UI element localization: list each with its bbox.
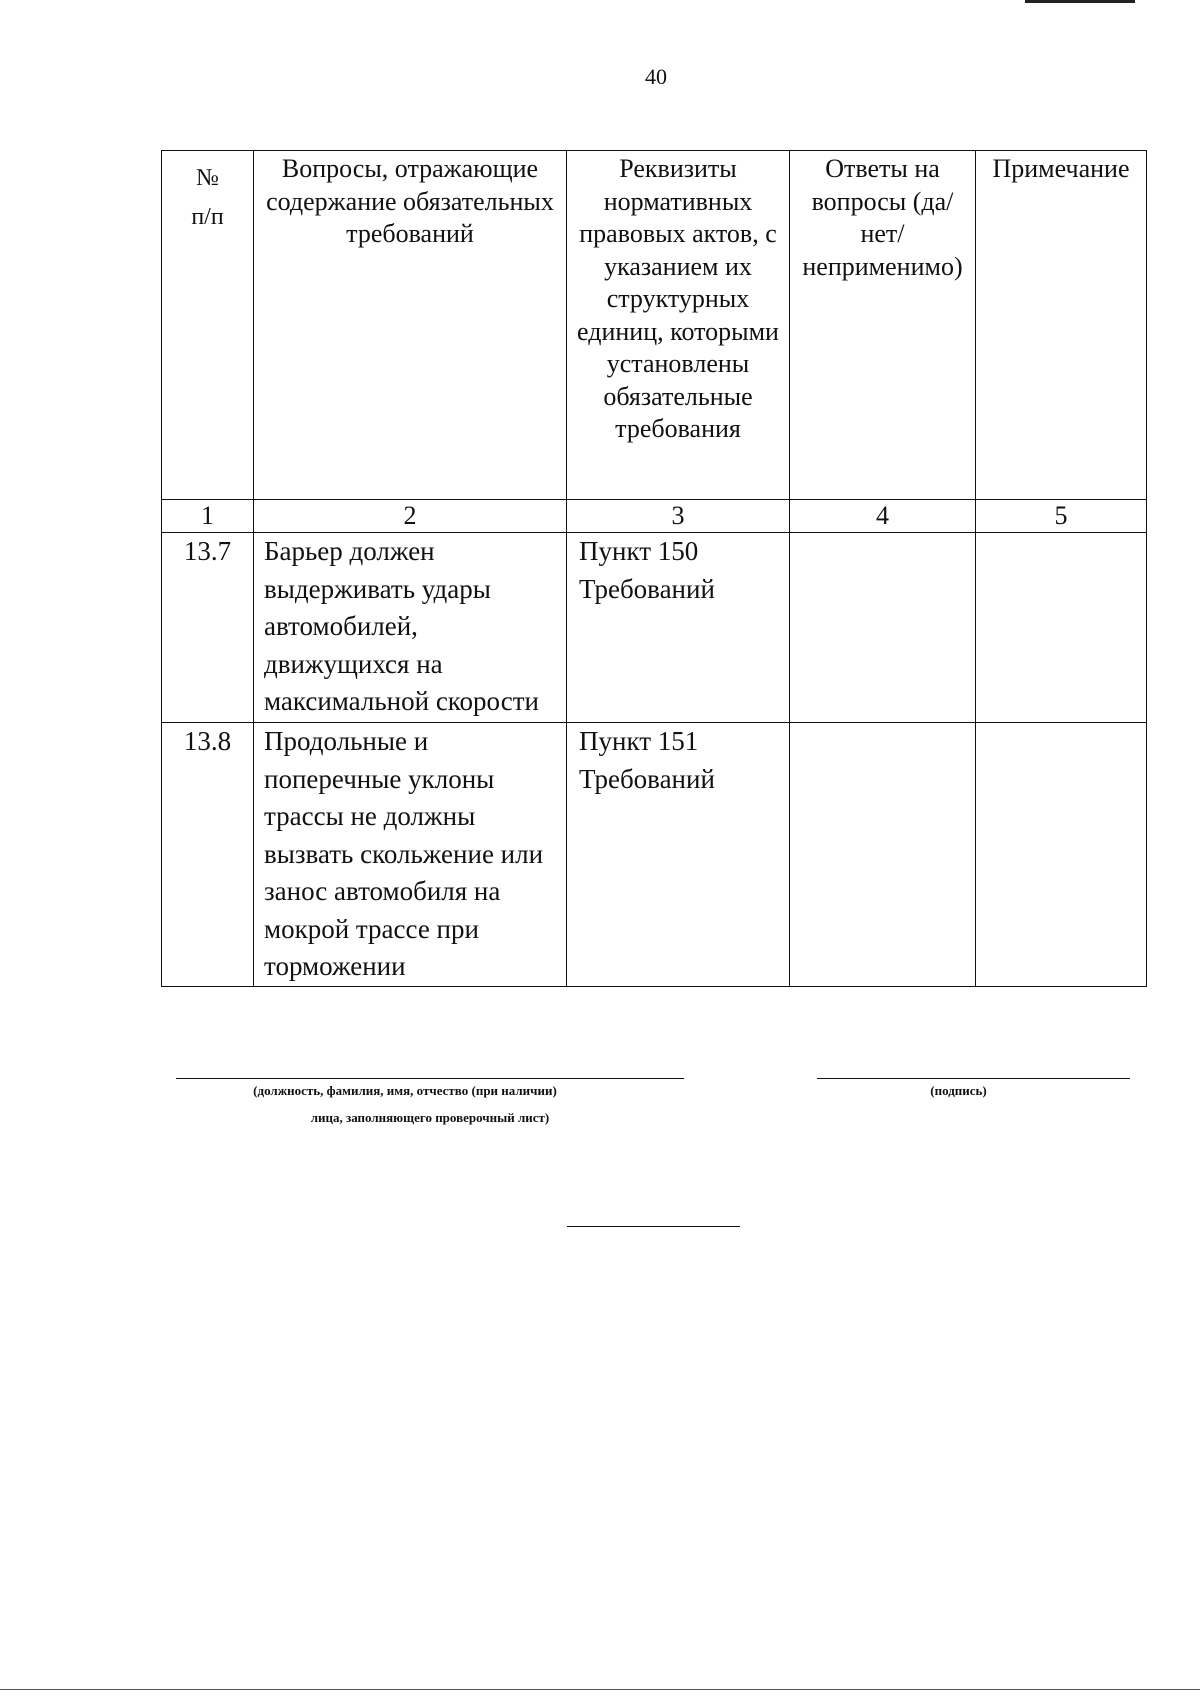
row-reference: Пункт 150 Требований [567, 533, 790, 723]
column-index-2: 2 [254, 500, 567, 533]
row-answer [790, 723, 976, 987]
row-note [976, 723, 1147, 987]
page-number: 40 [645, 64, 667, 89]
table-row [162, 533, 1147, 723]
scan-bottom-edge [0, 1689, 1200, 1690]
row-reference: Пункт 151 Требований [567, 723, 790, 987]
header-number-sub: п/п [191, 204, 224, 230]
signature-caption: (подпись) [930, 1083, 987, 1098]
column-index-5: 5 [976, 500, 1147, 533]
row-question: Продольные и поперечные уклоны трассы не должны вызвать скольжение или занос автомобиля на мокрой трассе при торможении [254, 723, 567, 987]
signature-name-block [176, 1078, 684, 1126]
header-number [162, 151, 254, 500]
table-row [162, 723, 1147, 987]
header-number-symbol: № [196, 165, 219, 191]
row-note [976, 533, 1147, 723]
name-caption-line-1: (должность, фамилия, имя, отчество (при наличии) [253, 1083, 557, 1098]
row-number: 13.8 [162, 723, 254, 987]
signature-sign-block [817, 1078, 1130, 1099]
header-references: Реквизиты нормативных правовых актов, с указанием их структурных единиц, которыми установлены обязательные требования [567, 151, 790, 500]
column-index-4: 4 [790, 500, 976, 533]
header-notes: Примечание [976, 151, 1147, 500]
table-header-row [162, 151, 1147, 500]
column-index-row [162, 500, 1147, 533]
column-index-1: 1 [162, 500, 254, 533]
checklist-table [161, 150, 1147, 987]
header-answers: Ответы на вопросы (да/нет/ неприменимо) [790, 151, 976, 500]
row-question: Барьер должен выдерживать удары автомобилей, движущихся на максимальной скорости [254, 533, 567, 723]
column-index-3: 3 [567, 500, 790, 533]
end-of-document-rule [567, 1226, 740, 1227]
row-answer [790, 533, 976, 723]
scan-corner-mark [1025, 0, 1135, 3]
header-questions: Вопросы, отражающие содержание обязательных требований [254, 151, 567, 500]
name-caption-line-2: лица, заполняющего проверочный лист) [310, 1110, 550, 1125]
row-number: 13.7 [162, 533, 254, 723]
